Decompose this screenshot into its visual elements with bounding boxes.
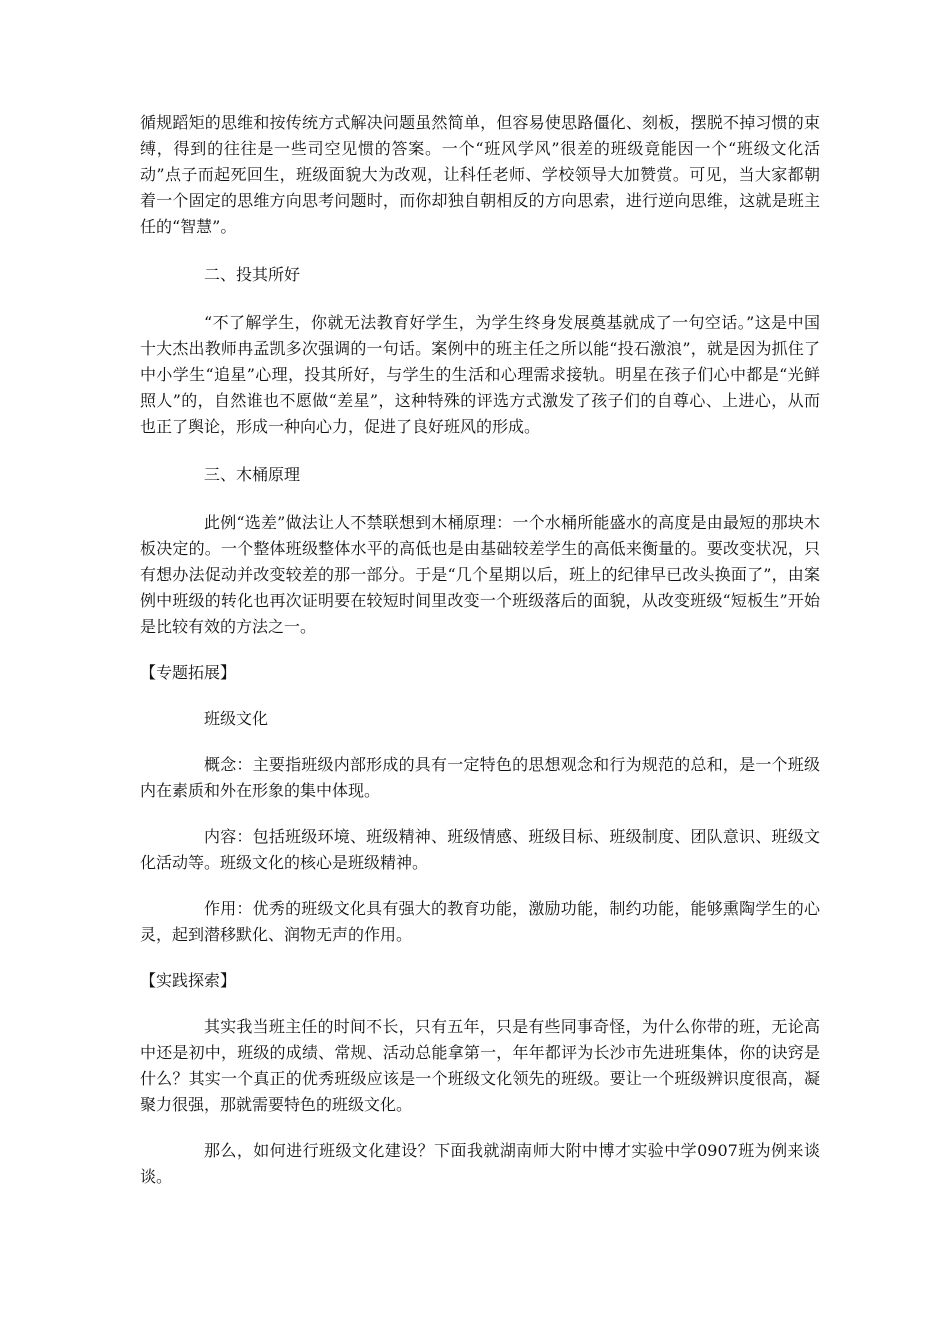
section-title-practice-exploration: 【实践探索】 (140, 971, 237, 990)
paragraph-experience: 其实我当班主任的时间不长，只有五年，只是有些同事奇怪，为什么你带的班，无论高中还是初中，班级的成绩、常规、活动总能拿第一，年年都评为长沙市先进班集体，你的诀窍是什么？其实一个真正的优秀班级应该是一个班级文化领先的班级。要让一个班级辨识度很高，凝聚力很强，那就需要特色的班级文化。 (140, 1017, 820, 1114)
paragraph-content: 内容：包括班级环境、班级精神、班级情感、班级目标、班级制度、团队意识、班级文化活动等。班级文化的核心是班级精神。 (140, 827, 820, 872)
paragraph-how-to-build: 那么，如何进行班级文化建设？下面我就湖南师大附中博才实验中学0907班为例来谈谈。 (140, 1141, 820, 1186)
heading-cater-to-interests: 二、投其所好 (204, 265, 301, 284)
subtitle-class-culture: 班级文化 (204, 709, 269, 728)
section-title-topic-extension: 【专题拓展】 (140, 663, 237, 682)
heading-barrel-principle: 三、木桶原理 (204, 465, 301, 484)
paragraph-reverse-thinking: 循规蹈矩的思维和按传统方式解决问题虽然简单，但容易使思路僵化、刻板，摆脱不掉习惯的束缚，得到的往往是一些司空见惯的答案。一个“班风学风”很差的班级竟能因一个“班级文化活动”点子而起死回生，班级面貌大为改观，让科任老师、学校领导大加赞赏。可见，当大家都朝着一个固定的思维方向思考问题时，而你却独自朝相反的方向思索，进行逆向思维，这就是班主任的“智慧”。 (140, 113, 820, 236)
paragraph-concept: 概念：主要指班级内部形成的具有一定特色的思想观念和行为规范的总和，是一个班级内在素质和外在形象的集中体现。 (140, 755, 820, 800)
paragraph-function: 作用：优秀的班级文化具有强大的教育功能，激励功能，制约功能，能够熏陶学生的心灵，起到潜移默化、润物无声的作用。 (140, 899, 820, 944)
paragraph-understand-students: “不了解学生，你就无法教育好学生，为学生终身发展奠基就成了一句空话。”这是中国十大杰出教师冉孟凯多次强调的一句话。案例中的班主任之所以能“投石激浪”，就是因为抓住了中小学生“追星”心理，投其所好，与学生的生活和心理需求接轨。明星在孩子们心中都是“光鲜照人”的，自然谁也不愿做“差星”，这种特殊的评选方式激发了孩子们的自尊心、上进心，从而也正了舆论，形成一种向心力，促进了良好班风的形成。 (140, 313, 820, 436)
paragraph-barrel-explanation: 此例“选差”做法让人不禁联想到木桶原理：一个水桶所能盛水的高度是由最短的那块木板决定的。一个整体班级整体水平的高低也是由基础较差学生的高低来衡量的。要改变状况，只有想办法促动并改变较差的那一部分。于是“几个星期以后，班上的纪律早已改头换面了”，由案例中班级的转化也再次证明要在较短时间里改变一个班级落后的面貌，从改变班级“短板生”开始是比较有效的方法之一。 (140, 513, 820, 636)
